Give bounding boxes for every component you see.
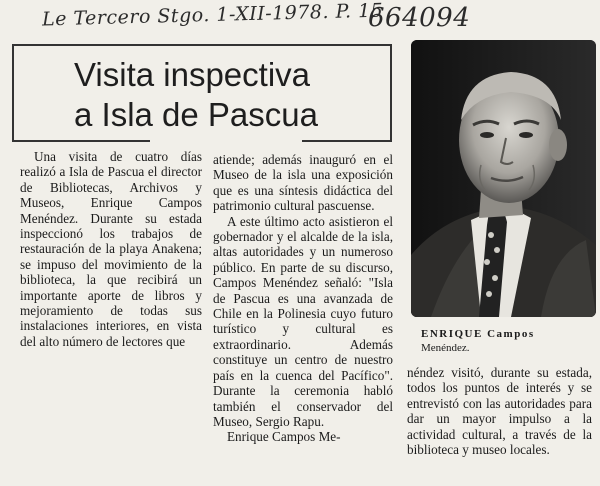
handwritten-source-note: Le Tercero Stgo. 1-XII-1978. P. 15 <box>41 0 384 31</box>
headline-line-2: a Isla de Pascua <box>74 96 318 133</box>
portrait-photo <box>411 40 596 317</box>
article-paragraph: néndez visitó, durante su estada, todos los puntos de interés y se entrevistó con las autoridades para dar un mayor impulso a la actividad cultural, a través de la biblioteca y museo locales. <box>407 365 592 458</box>
article-paragraph: A este último acto asistieron el gobernador y el alcalde de la isla, altas autoridades y un numeroso público. En parte de su discurso, Campos Menéndez señaló: "Isla de Pascua es una avanzada de Chile en la Polinesia cuyo futuro turístico y cultural es extraordinario. Además constituye un centro de nuestro país en la cuenca del Pacífico". Durante la ceremonia habló también el conservador del Museo, Sergio Rapu. <box>213 213 393 429</box>
photo-caption-surname: Menéndez. <box>421 342 470 354</box>
article-column-2 <box>213 152 393 445</box>
photo-caption <box>421 327 591 355</box>
photo-caption-name: ENRIQUE Campos <box>421 328 535 340</box>
article-column-3 <box>407 365 592 457</box>
handwritten-archive-number: 664094 <box>368 3 471 33</box>
portrait-photo-icon <box>411 40 596 317</box>
article-paragraph: atiende; además inauguró en el Museo de la isla una exposición que es una síntesis didáctica del patrimonio cultural pascuense. <box>213 152 393 214</box>
article-column-1 <box>20 149 202 349</box>
article-paragraph: Enrique Campos Me- <box>227 429 341 445</box>
headline-box <box>12 44 392 140</box>
headline-line-1: Visita inspectiva <box>74 56 311 93</box>
article-paragraph: Una visita de cuatro días realizó a Isla de Pascua el director de Bibliotecas, Archivos y Museos, Enrique Campos Menéndez. Durante su estada inspeccionó los trabajos de restauración de la playa Anakena; se impuso del movimiento de la biblioteca, la que recibirá un importante aporte de libros y mejoramiento de todas sus instalaciones interiores, en vista del alto número de lectores que <box>20 149 202 349</box>
